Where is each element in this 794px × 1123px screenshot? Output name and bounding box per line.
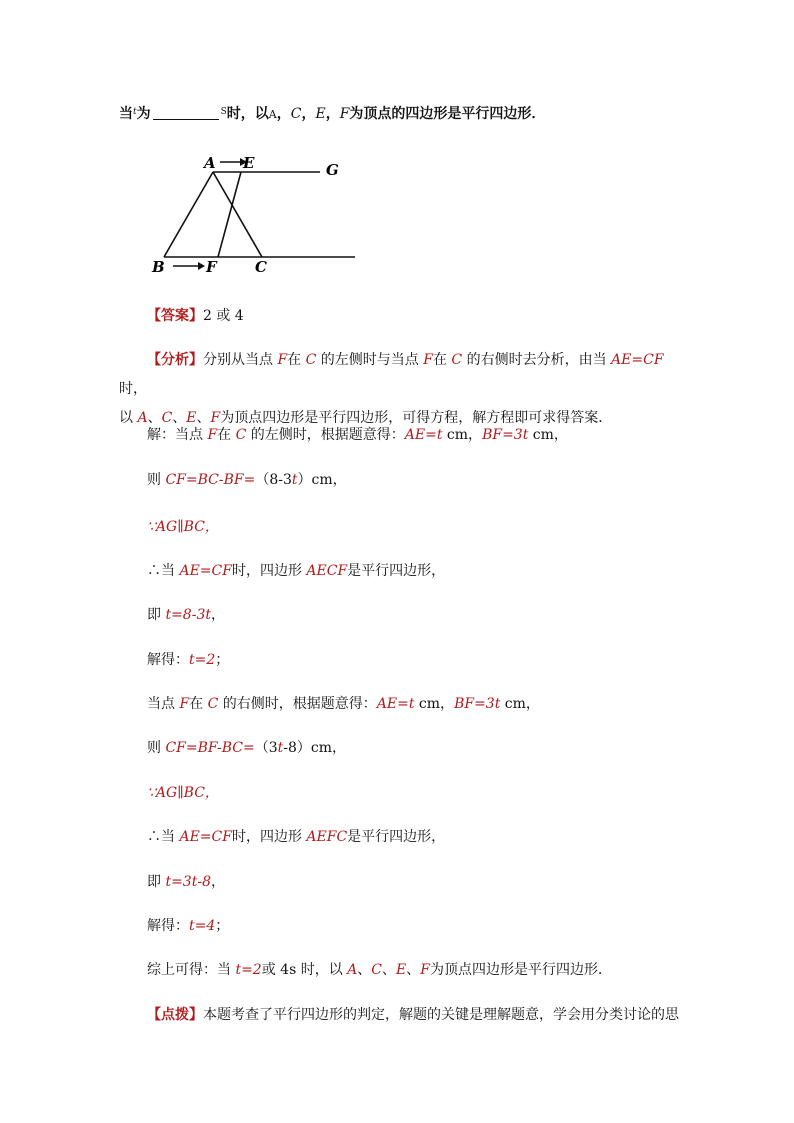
solution-line-5: [147, 605, 225, 625]
text: ，: [210, 607, 225, 623]
solution-line-2: [147, 470, 347, 490]
question-point-a: A: [268, 108, 277, 121]
question-var-t: t: [133, 107, 137, 117]
question-suffix: 时，以: [226, 106, 269, 122]
expr: ∵AG∥BC，: [147, 519, 219, 535]
question-sep: ，: [276, 106, 291, 122]
text: （3: [254, 740, 278, 756]
text: cm，: [528, 427, 568, 443]
text: 的右侧时，根据题意得：: [218, 696, 377, 712]
text: 时，四边形: [231, 563, 307, 579]
expr: BF=3t: [482, 427, 529, 443]
text: ；: [215, 918, 230, 934]
analysis-var: F: [210, 410, 221, 426]
question-wei: 为: [136, 106, 151, 122]
expr: CF=BC-BF=: [165, 472, 256, 488]
text: 在: [189, 696, 208, 712]
text: ；: [215, 652, 230, 668]
analysis-text: 的右侧时去分析，由当: [462, 352, 612, 368]
expr: ∵AG∥BC，: [147, 785, 219, 801]
analysis-text: 的左侧时与当点: [316, 352, 424, 368]
text: （8-3: [255, 472, 292, 488]
text: 即: [147, 607, 166, 623]
question-point-f: F: [339, 106, 350, 122]
analysis-text: 以: [119, 410, 138, 426]
text: cm，: [500, 696, 540, 712]
analysis-expr: AE=CF: [611, 352, 664, 368]
solution-line-11: [147, 872, 225, 892]
question-unit-s: S: [220, 107, 227, 117]
text: 解：当点: [147, 427, 208, 443]
solution-line-8: [147, 738, 346, 758]
solution-line-13: [147, 960, 612, 980]
question-prefix: 当: [119, 106, 133, 122]
text: 时，四边形: [231, 829, 307, 845]
solution-line-12: [147, 916, 229, 936]
sep: 、: [406, 962, 421, 978]
text: 即: [147, 874, 166, 890]
text: 是平行四边形，: [347, 829, 446, 845]
analysis-var: C: [161, 410, 173, 426]
analysis-paragraph: [119, 346, 679, 433]
var: A: [347, 962, 358, 978]
label-b: B: [152, 258, 165, 276]
text: 解得：: [147, 918, 189, 934]
expr: t=2: [189, 652, 216, 668]
text: 是平行四边形，: [347, 563, 446, 579]
var: t: [277, 740, 284, 756]
answer-value: 2 或 4: [203, 308, 244, 324]
question-tail: 为顶点的四边形是平行四边形．: [349, 106, 546, 122]
expr: t=4: [189, 918, 216, 934]
solution-line-9: [147, 783, 219, 803]
label-f: F: [206, 258, 217, 276]
expr: AECF: [306, 563, 348, 579]
solution-line-10: [147, 827, 445, 847]
text: 综上可得：当: [147, 962, 236, 978]
analysis-text: 在: [287, 352, 306, 368]
expr: t=3t-8: [165, 874, 211, 890]
text: ∴当: [147, 829, 180, 845]
expr: AEFC: [306, 829, 348, 845]
label-e: E: [243, 154, 255, 172]
analysis-text: 分别从当点: [203, 352, 278, 368]
analysis-text: 在: [432, 352, 452, 368]
analysis-var: C: [305, 352, 317, 368]
tip-tag: 【点拨】: [147, 1007, 203, 1023]
solution-line-7: [147, 694, 540, 714]
tip-line: [147, 1005, 679, 1025]
question-sep: ，: [325, 106, 340, 122]
solution-line-3: [147, 517, 219, 537]
analysis-var: F: [423, 352, 433, 368]
solution-line-6: [147, 650, 229, 670]
analysis-sep: 、: [172, 410, 187, 426]
answer-tag: 【答案】: [147, 308, 203, 324]
question-sep: ，: [301, 106, 316, 122]
solution-line-4: [147, 561, 445, 581]
tip-text: 本题考查了平行四边形的判定，解题的关键是理解题意，学会用分类讨论的思: [203, 1007, 679, 1023]
text: 当点: [147, 696, 180, 712]
analysis-var: A: [137, 410, 148, 426]
text: 则: [147, 472, 166, 488]
text: ∴当: [147, 563, 180, 579]
arrow-bf-head-icon: [198, 262, 205, 270]
analysis-var: F: [277, 352, 288, 368]
text: cm，: [442, 427, 483, 443]
line-ab: [164, 172, 213, 257]
text: 为顶点四边形是平行四边形．: [429, 962, 612, 978]
var: F: [207, 427, 218, 443]
text: 的左侧时，根据题意得：: [246, 427, 405, 443]
var: t: [291, 472, 298, 488]
analysis-text: 时，: [119, 381, 147, 397]
var: F: [420, 962, 430, 978]
analysis-sep: 、: [147, 410, 162, 426]
var: E: [396, 962, 407, 978]
expr: t=8-3t: [165, 607, 211, 623]
answer-line: [147, 306, 244, 326]
var: F: [179, 696, 190, 712]
text: 在: [217, 427, 236, 443]
var: C: [235, 427, 247, 443]
analysis-var: E: [186, 410, 197, 426]
answer-blank: [153, 105, 219, 120]
analysis-sep: 、: [196, 410, 211, 426]
analysis-text: 为顶点四边形是平行四边形，可得方程，解方程即可求得答案．: [220, 410, 613, 426]
expr: AE=t: [404, 427, 443, 443]
sep: 、: [382, 962, 397, 978]
question-line: [119, 103, 545, 123]
solution-line-1: [147, 425, 568, 445]
text: ，: [210, 874, 225, 890]
expr: CF=BF-BC=: [165, 740, 255, 756]
text: 解得：: [147, 652, 189, 668]
label-g: G: [326, 161, 339, 179]
label-c: C: [255, 258, 267, 276]
expr: t=2: [235, 962, 262, 978]
question-point-c: C: [290, 106, 302, 122]
text: -8）cm，: [283, 740, 347, 756]
expr: BF=3t: [454, 696, 501, 712]
var: C: [371, 962, 383, 978]
label-a: A: [204, 154, 216, 172]
sep: 、: [357, 962, 372, 978]
geometry-diagram: [140, 145, 380, 285]
question-point-e: E: [315, 106, 326, 122]
analysis-var: C: [451, 352, 463, 368]
text: cm，: [414, 696, 455, 712]
analysis-tag: 【分析】: [147, 352, 203, 368]
expr: AE=CF: [179, 563, 232, 579]
text: ）cm，: [297, 472, 347, 488]
text: 则: [147, 740, 166, 756]
expr: AE=CF: [179, 829, 232, 845]
var: C: [207, 696, 219, 712]
text: 或 4s 时，以: [261, 962, 348, 978]
expr: AE=t: [376, 696, 415, 712]
